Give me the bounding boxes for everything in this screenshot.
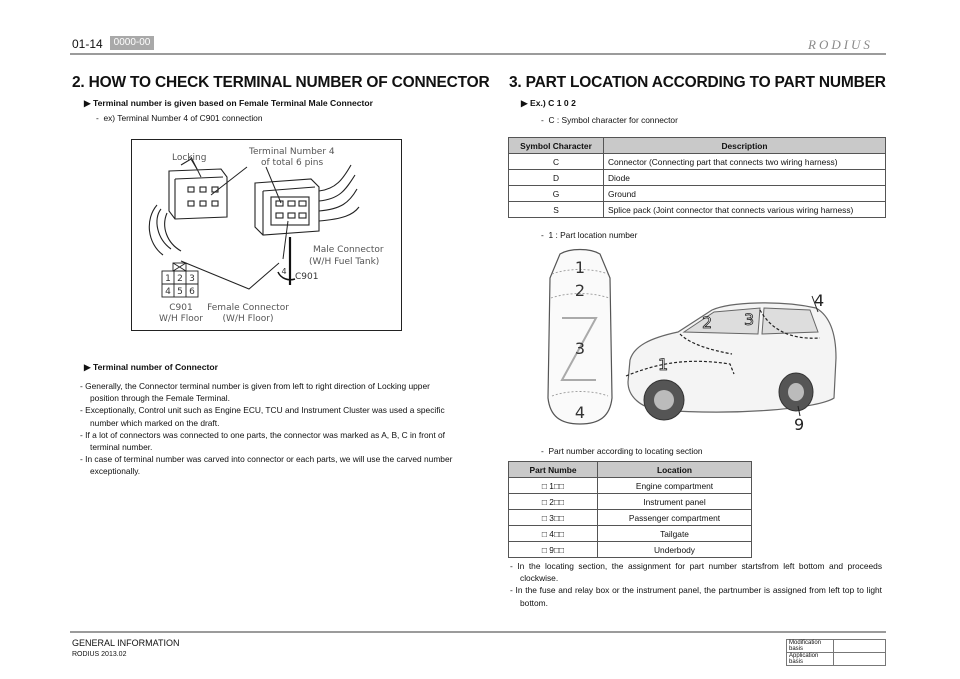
- table-cell: Underbody: [598, 542, 752, 558]
- symbol-note-text: C : Symbol character for connector: [548, 115, 678, 125]
- pin-label: 5: [177, 287, 183, 297]
- list-item: - In the fuse and relay box or the instrument panel, the partnumber is assigned from left top to light bottom.: [508, 584, 882, 608]
- table-cell: Tailgate: [598, 526, 752, 542]
- connector-diagram: [131, 139, 402, 331]
- female-connector-label: Female Connector: [207, 303, 289, 313]
- subheading-terminal-basis: [84, 98, 373, 109]
- zone-label: 3: [574, 339, 586, 358]
- table-cell: Engine compartment: [598, 478, 752, 494]
- location-number-note: - 1 : Part location number: [541, 230, 638, 240]
- table-cell: □ 4□□: [509, 526, 598, 542]
- table-cell: Connector (Connecting part that connects two wiring harness): [604, 154, 886, 170]
- location-number-note-text: 1 : Part location number: [548, 230, 638, 240]
- modification-basis-box: [786, 639, 886, 666]
- fuel-tank-label: (W/H Fuel Tank): [309, 257, 380, 267]
- mod-label: Application basis: [787, 653, 834, 666]
- example-line: - ex) Terminal Number 4 of C901 connection: [96, 113, 263, 123]
- car-zone-label: 4: [814, 291, 825, 310]
- footer-section-name: GENERAL INFORMATION: [72, 638, 180, 648]
- table-cell: □ 2□□: [509, 494, 598, 510]
- list-item: - If a lot of connectors was connected to one parts, the connector was marked as A, B, C in front of terminal number.: [78, 429, 458, 453]
- page-number: 01-14: [72, 37, 103, 51]
- column-header: Description: [604, 138, 886, 154]
- total-pins-label: of total 6 pins: [261, 158, 324, 168]
- c901-label: C901: [295, 272, 319, 282]
- table-cell: S: [509, 202, 604, 218]
- mod-label: Modification basis: [787, 640, 834, 653]
- table-row: [509, 494, 752, 510]
- table-cell: Passenger compartment: [598, 510, 752, 526]
- table-row: [509, 478, 752, 494]
- table-cell: Ground: [604, 186, 886, 202]
- pin4-callout: 4: [281, 267, 287, 276]
- section-code-badge: 0000-00: [110, 36, 154, 50]
- column-header: Part Numbe: [509, 462, 598, 478]
- subheading-text: Ex.) C 1 0 2: [530, 98, 576, 108]
- symbol-character-table: [508, 137, 886, 218]
- locking-label: Locking: [172, 153, 207, 163]
- list-item: - Exceptionally, Control unit such as Engine ECU, TCU and Instrument Cluster was used a specific number which marked on the draft.: [78, 404, 458, 428]
- table-cell: Diode: [604, 170, 886, 186]
- section-note: - Part number according to locating section: [541, 446, 703, 456]
- footer-document-id: RODIUS 2013.02: [72, 651, 127, 658]
- table-row: [509, 202, 886, 218]
- subheading-example-code: [521, 98, 576, 109]
- zone-label: 4: [574, 403, 586, 422]
- footer-divider: [70, 631, 886, 633]
- vehicle-zone-top-view: [540, 248, 620, 428]
- part-number-table: [508, 461, 752, 558]
- table-cell: D: [509, 170, 604, 186]
- table-row: [509, 170, 886, 186]
- list-item: - In the locating section, the assignment for part number startsfrom left bottom and proceeds clockwise.: [508, 560, 882, 584]
- wh-floor-label: W/H Floor: [159, 314, 203, 324]
- triangle-bullet-icon: ▶: [84, 362, 93, 372]
- table-row: [509, 510, 752, 526]
- table-cell: □ 9□□: [509, 542, 598, 558]
- pin-label: 3: [189, 274, 195, 284]
- table-header-row: [509, 138, 886, 154]
- list-item: - In case of terminal number was carved into connector or each parts, we will use the carved number exceptionally.: [78, 453, 458, 477]
- table-cell: C: [509, 154, 604, 170]
- pin-label: 1: [165, 274, 171, 284]
- table-row: [509, 154, 886, 170]
- section-note-text: Part number according to locating section: [548, 446, 703, 456]
- example-text: ex) Terminal Number 4 of C901 connection: [103, 113, 263, 123]
- subheading-terminal-number: [84, 362, 218, 373]
- section-title-part-location: 3. PART LOCATION ACCORDING TO PART NUMBER: [509, 74, 886, 91]
- header-divider: [70, 53, 886, 55]
- brand-logo: RODIUS: [808, 37, 873, 52]
- car-zone-label: 2: [702, 313, 713, 332]
- pin-label: 6: [189, 287, 195, 297]
- table-cell: □ 3□□: [509, 510, 598, 526]
- list-item: - Generally, the Connector terminal number is given from left to right direction of Locking upper position through the Female Terminal.: [78, 380, 458, 404]
- table-cell: G: [509, 186, 604, 202]
- pin-label: 2: [177, 274, 183, 284]
- subheading-text: Terminal number of Connector: [93, 362, 218, 372]
- triangle-bullet-icon: ▶: [84, 98, 93, 108]
- symbol-note: - C : Symbol character for connector: [541, 115, 678, 125]
- section-title-terminal: 2. HOW TO CHECK TERMINAL NUMBER OF CONNECTOR: [72, 74, 490, 91]
- table-cell: Instrument panel: [598, 494, 752, 510]
- table-cell: Splice pack (Joint connector that connects various wiring harness): [604, 202, 886, 218]
- table-row: [509, 526, 752, 542]
- car-zone-label: 1: [658, 355, 669, 374]
- table-row: [509, 186, 886, 202]
- terminal-number-notes: [78, 380, 458, 478]
- part-number-notes: [508, 560, 882, 609]
- subheading-text: Terminal number is given based on Female Terminal Male Connector: [93, 98, 374, 108]
- female-wh-floor-label: (W/H Floor): [222, 314, 274, 324]
- c901-floor-label: C901: [169, 303, 193, 313]
- column-header: Location: [598, 462, 752, 478]
- male-connector-label: Male Connector: [313, 245, 384, 255]
- table-header-row: [509, 462, 752, 478]
- table-row: [509, 542, 752, 558]
- triangle-bullet-icon: ▶: [521, 98, 530, 108]
- car-zone-label: 3: [744, 310, 755, 329]
- zone-label: 1: [574, 258, 586, 277]
- column-header: Symbol Character: [509, 138, 604, 154]
- vehicle-side-illustration: [620, 288, 840, 438]
- zone-label: 2: [574, 281, 586, 300]
- terminal-number-label: Terminal Number 4: [249, 147, 335, 157]
- table-cell: □ 1□□: [509, 478, 598, 494]
- car-zone-label: 9: [794, 415, 805, 434]
- pin-label: 4: [165, 287, 171, 297]
